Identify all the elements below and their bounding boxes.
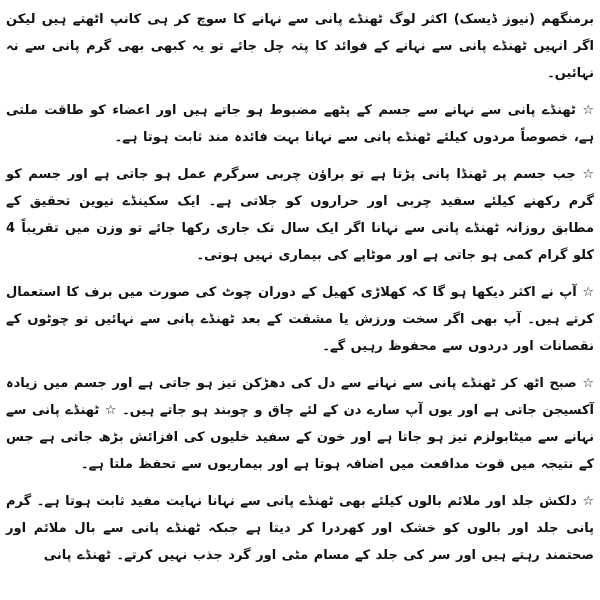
article-paragraph-injury-recovery: ☆ آپ نے اکثر دیکھا ہو گا کہ کھلاڑی کھیل کے دوران چوٹ کی صورت میں برف کا استعمال کرتے ہیں۔ آپ بھی اگر سخت ورزش یا مشقت کے بعد ٹھنڈے پانی سے نہائیں تو چوٹوں کے نقصانات اور دردوں سے محفوظ رہیں گے۔ [6,285,594,354]
article-paragraph-intro: برمنگھم (نیوز ڈیسک) اکثر لوگ ٹھنڈے پانی سے نہانے کا سوچ کر ہی کانپ اٹھتے ہیں لیکن اگر انہیں ٹھنڈے پانی سے نہانے کے فوائد کا پتہ چل جائے تو یہ کبھی بھی گرم پانی سے نہ نہائیں۔ [6,12,594,81]
article-paragraph-heart-immunity: ☆ صبح اٹھ کر ٹھنڈے پانی سے نہانے سے دل کی دھڑکن تیز ہو جاتی ہے اور جسم میں زیادہ آکسیجن جاتی ہے اور یوں آپ سارے دن کے لئے چاق و چوبند ہو جاتے ہیں۔ ☆ ٹھنڈے پانی سے نہانے سے میٹابولزم تیز ہو جاتا ہے اور خون کے سفید خلیوں کی افزائش بڑھ جاتی ہے جس کے نتیجہ میں قوت مدافعت میں اضافہ ہوتا ہے اور بیماریوں سے تحفظ ملتا ہے۔ [6,376,594,472]
article-paragraph-fat-burning: ☆ جب جسم پر ٹھنڈا پانی پڑتا ہے تو براؤن چربی سرگرم عمل ہو جاتی ہے اور جسم کو گرم رکھنے کیلئے سفید چربی اور حراروں کو جلاتی ہے۔ ایک سکینڈے نیوین تحقیق کے مطابق روزانہ ٹھنڈے پانی سے نہانا اگر ایک سال تک جاری رکھا جائے تو وزن میں تقریباً 4 کلو گرام کمی ہو جاتی ہے اور موٹاپے کی بیماری نہیں ہوتی۔ [6,167,594,263]
article-paragraph-muscles: ☆ ٹھنڈے پانی سے نہانے سے جسم کے پٹھے مضبوط ہو جاتے ہیں اور اعضاء کو طاقت ملتی ہے، خصوصاً مردوں کیلئے ٹھنڈے پانی سے نہانا بہت فائدہ مند ثابت ہوتا ہے۔ [6,103,594,145]
article-paragraph-skin-hair: ☆ دلکش جلد اور ملائم بالوں کیلئے بھی ٹھنڈے پانی سے نہانا نہایت مفید ثابت ہوتا ہے۔ گرم پانی جلد اور بالوں کو خشک اور کھردرا کر دیتا ہے جبکہ ٹھنڈے پانی سے بال ملائم اور صحتمند رہتے ہیں اور سر کی جلد کے مسام مٹی اور گرد جذب نہیں کرتے۔ ٹھنڈے پانی [6,494,594,563]
